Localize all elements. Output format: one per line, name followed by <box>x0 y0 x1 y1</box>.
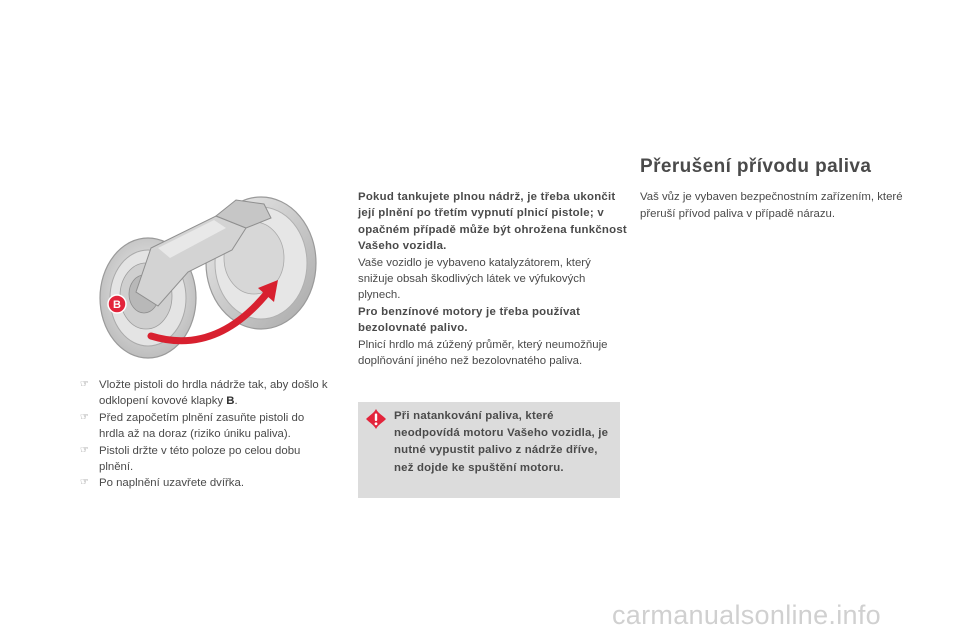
pointing-hand-icon: ☞ <box>80 379 89 390</box>
instruction-text: Před započetím plnění zasuňte pistoli do hrdla až na doraz (riziko úniku paliva). <box>99 411 305 441</box>
instruction-item <box>80 377 330 410</box>
full-tank-warning: Pokud tankujete plnou nádrž, je třeba ukončit její plnění po třetím vypnutí plnicí pistole; v opačném případě může být ohrožena funkčnost Vašeho vozidla. <box>358 191 627 253</box>
marker-letter: B <box>113 299 121 311</box>
pointing-hand-icon: ☞ <box>80 477 89 489</box>
instruction-bold: B <box>226 395 235 408</box>
unleaded-heading: Pro benzínové motory je třeba používat bezolovnaté palivo. <box>358 305 581 335</box>
unleaded-text: Plnicí hrdlo má zúžený průměr, který neumožňuje doplňování jiného než bezolovnatého paliva. <box>358 338 608 368</box>
instruction-item <box>80 475 330 491</box>
wrong-fuel-warning-text: Při natankování paliva, které neodpovídá motoru Vašeho vozidla, je nutné vypustit palivo z nádrže dříve, než dojde ke spuštění motoru. <box>394 410 609 474</box>
instruction-text: Po naplnění uzavřete dvířka. <box>99 477 245 490</box>
instruction-text: Vložte pistoli do hrdla nádrže tak, aby došlo k odklopení kovové klapky <box>99 379 328 408</box>
section-body: Vaš vůz je vybaven bezpečnostním zařízením, které přeruší přívod paliva v případě nárazu. <box>640 191 903 220</box>
warning-exclamation-icon <box>366 409 386 429</box>
pointing-hand-icon: ☞ <box>80 411 89 423</box>
refuelling-instructions <box>80 377 330 492</box>
instruction-item <box>80 410 330 443</box>
fuel-notes <box>358 189 628 369</box>
flap-marker-b <box>108 295 126 313</box>
fuel-filler-illustration <box>96 188 321 370</box>
instruction-item <box>80 443 330 476</box>
pointing-hand-icon: ☞ <box>80 444 89 456</box>
section-title: Přerušení přívodu paliva <box>640 156 872 177</box>
instruction-suffix: . <box>234 395 238 408</box>
wrong-fuel-warning-box <box>358 402 620 498</box>
instruction-text: Pistoli držte v této poloze po celou dobu plnění. <box>99 444 301 474</box>
watermark: carmanualsonline.info <box>612 600 881 630</box>
catalyst-text: Vaše vozidlo je vybaveno katalyzátorem, který snižuje obsah škodlivých látek ve výfukových plynech. <box>358 256 591 302</box>
